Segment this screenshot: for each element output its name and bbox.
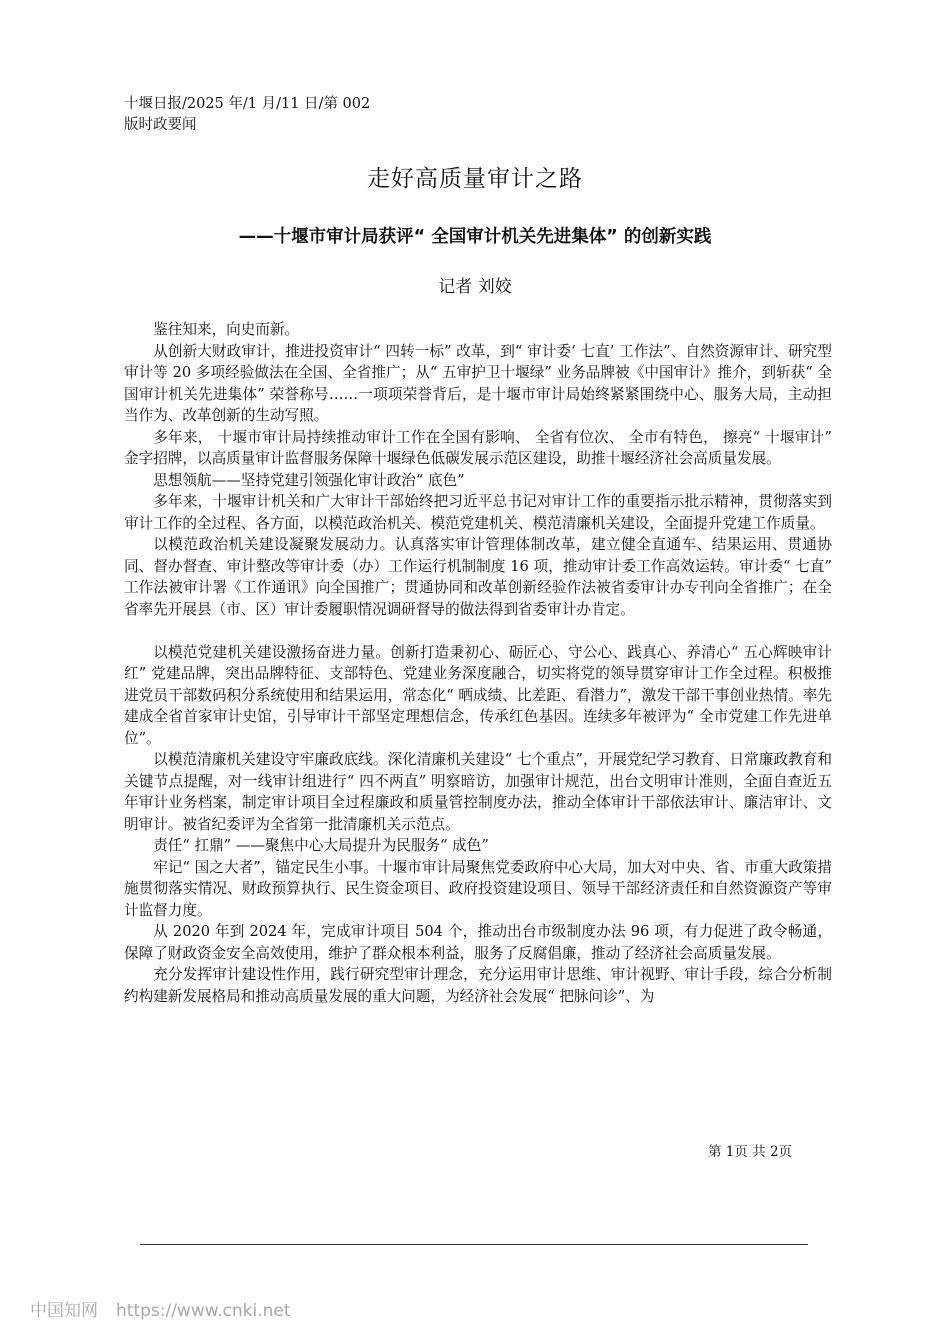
paragraph: 鉴往知来，向史而新。	[153, 321, 300, 338]
section-heading: 思想领航——坚持党建引领强化审计政治“ 底色”	[153, 471, 465, 489]
article-subtitle: ——十堰市审计局获评“ 全国审计机关先进集体” 的创新实践	[238, 227, 712, 247]
section-line: 版时政要闻	[124, 117, 197, 133]
page-indicator: 第 1页 共 2页	[708, 1144, 793, 1160]
paragraph: 以模范党建机关建设激扬奋进力量。创新打造秉初心、砺匠心、守公心、践真心、养清心“ 五心辉映审计红” 党建品牌，突出品牌特征、支部特色、党建业务深度融合，切实将党的领导贯穿审计工作全过程。积极推进党员干部数码积分系统使用和结果运用，常态化“ 晒成绩、比差距、看潜力”，激发干部干事创业热情。率先建成全省首家审计史馆，引导审计干部坚定理想信念，传承红色基因。连续多年被评为“ 全市党建工作先进单位”。	[124, 643, 832, 747]
article-meta	[124, 94, 370, 136]
watermark-logo: 中国知网	[30, 1301, 98, 1321]
section-heading: 责任“ 扛鼎” ——聚焦中心大局提升为民服务“ 成色”	[153, 837, 489, 854]
watermark-url: https://www.cnki.net	[116, 1301, 291, 1321]
article-author: 记者 刘姣	[438, 277, 512, 297]
article-body	[124, 319, 832, 1007]
paragraph: 以模范清廉机关建设守牢廉政底线。深化清廉机关建设“ 七个重点”，开展党纪学习教育、日常廉政教育和关键节点提醒，对一线审计组进行“ 四不两直” 明察暗访，加强审计规范，出台文明审计准则，全面自查近五年审计业务档案，制定审计项目全过程廉政和质量管控制度办法，推动全体审计干部依法审计、廉洁审计、文明审计。被省纪委评为全省第一批清廉机关示范点。	[124, 751, 832, 833]
footer-divider	[140, 1244, 808, 1245]
paragraph: 从创新大财政审计，推进投资审计“ 四转一标” 改革，到“ 审计委‘ 七直’ 工作法”、自然资源审计、研究型审计等 20 多项经验做法在全国、全省推广；从“ 五审护卫十堰绿” 业务品牌被《中国审计》推介，到斩获“ 全国审计机关先进集体” 荣誉称号……一项项荣誉背后，是十堰市审计局始终紧紧围绕中心、服务大局，主动担当作为、改革创新的生动写照。	[124, 342, 832, 424]
source-line: 十堰日报/2025 年/1 月/11 日/第 002	[124, 96, 371, 112]
paragraph: 以模范政治机关建设凝聚发展动力。认真落实审计管理体制改革，建立健全直通车、结果运用、贯通协同、督办督查、审计整改等审计委（办）工作运行机制制度 16 项，推动审计委工作高效运转。审计委“ 七直” 工作法被审计署《工作通讯》向全国推广；贯通协同和改革创新经验作法被省委审计办专刊向全省推广；在全省率先开展县（市、区）审计委履职情况调研督导的做法得到省委审计办肯定。	[124, 536, 832, 618]
paragraph: 从 2020 年到 2024 年，完成审计项目 504 个，推动出台市级制度办法 96 项，有力促进了政令畅通，保障了财政资金安全高效使用，维护了群众根本利益，服务了反腐倡廉，推动了经济社会高质量发展。	[124, 923, 832, 962]
article-title: 走好高质量审计之路	[367, 166, 583, 192]
paragraph: 充分发挥审计建设性作用，践行研究型审计理念，充分运用审计思维、审计视野、审计手段，综合分析制约构建新发展格局和推动高质量发展的重大问题，为经济社会发展“ 把脉问诊”、为	[124, 966, 832, 1005]
paragraph: 牢记“ 国之大者”，锚定民生小事。十堰市审计局聚焦党委政府中心大局，加大对中央、省、市重大政策措施贯彻落实情况、财政预算执行、民生资金项目、政府投资建设项目、领导干部经济责任和自然资源资产等审计监督力度。	[124, 858, 832, 919]
paragraph: 多年来， 十堰市审计局持续推动审计工作在全国有影响、 全省有位次、 全市有特色， 擦亮“ 十堰审计” 金字招牌，以高质量审计监督服务保障十堰绿色低碳发展示范区建设，助推十堰经济社会高质量发展。	[124, 428, 832, 467]
paragraph: 多年来，十堰审计机关和广大审计干部始终把习近平总书记对审计工作的重要指示批示精神，贯彻落实到审计工作的全过程、各方面，以模范政治机关、模范党建机关、模范清廉机关建设，全面提升党建工作质量。	[124, 493, 832, 532]
cnki-watermark	[30, 1296, 290, 1321]
